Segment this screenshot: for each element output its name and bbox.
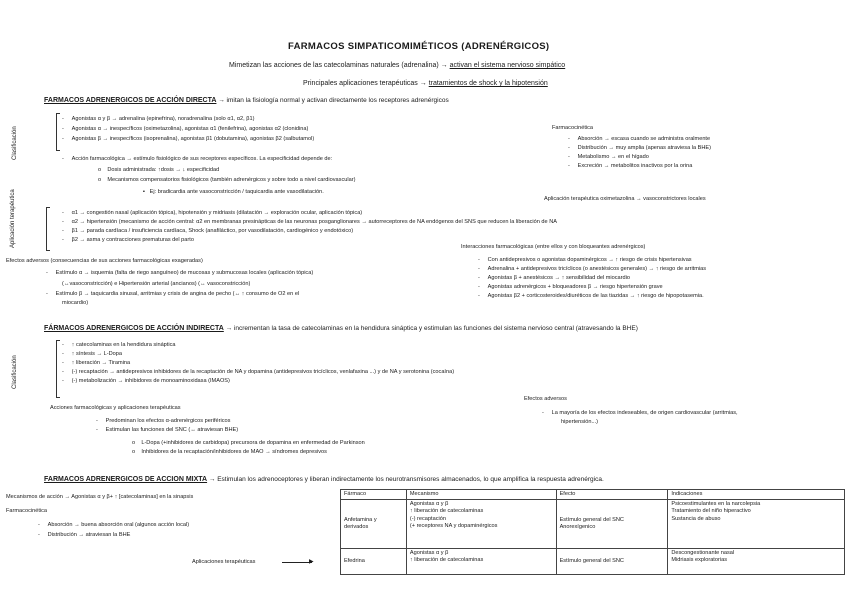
direct-accion-items [98, 167, 355, 184]
mixed-table [340, 489, 845, 575]
table-cell: Descongestionante nasal Midriasis exploratorias [668, 549, 845, 575]
indirect-efectos-text: - La mayoría de los efectos indeseables, de origen cardiovascular (arritmias, hipertensión...) [542, 410, 738, 425]
list-item: - β2 → asma y contracciones prematuras del parto [62, 237, 194, 243]
list-item: - Absorción → escasa cuando se administra oralmente [568, 136, 711, 142]
brace [56, 113, 60, 151]
list-item: - β1 → parada cardíaca / insuficiencia cardíaca, Shock (anafiláctico, por vasodilatación, cardiogénico y endotóxico) [62, 228, 354, 234]
indirect-heading: FÁRMACOS ADRENERGICOS DE ACCIÓN INDIRECTA [44, 325, 224, 332]
mixed-farmacocinetica-title: Farmacocinética [6, 508, 48, 514]
indirect-heading-line [44, 325, 638, 332]
direct-oximetazolina: Aplicación terapéutica oximetazolina → vasoconstrictores locales [544, 196, 706, 202]
indirect-acciones-sub [132, 440, 365, 456]
direct-clasif-label: Clasificación [12, 126, 18, 160]
table-row [341, 500, 845, 549]
indirect-acciones-list [96, 418, 238, 434]
mixed-heading-rest: → Estimulan los adrenoceptores y liberan indirectamente los neurotransmisores almacenados, lo que amplifica la respuesta adrenérgica. [208, 476, 604, 483]
mixed-mecanismo: Mecanismos de acción → Agonistas α y β+ ↑ [catecolaminas] en la sinapsis [6, 494, 194, 500]
list-item: - Excreción → metabolitos inactivos por la orina [568, 163, 693, 169]
direct-apl-label: Aplicación terapéutica [10, 189, 16, 248]
direct-heading-rest: → imitan la fisiología normal y activan directamente los receptores adrenérgicos [218, 97, 449, 104]
subtitle-2-highlight: tratamientos de shock y la hipotensión [428, 80, 548, 87]
mixed-heading: FARMACOS ADRENERGICOS DE ACCION MIXTA [44, 476, 208, 483]
list-item: - Agonistas α y β → adrenalina (epinefrina), noradrenalina (solo α1, α2, β1) [62, 116, 255, 122]
subtitle-highlight: activan el sistema nervioso simpático [449, 62, 566, 69]
list-item: - Agonistas β + anestésicos → ↑ sensibilidad del miocardio [478, 275, 630, 281]
direct-heading: FARMACOS ADRENERGICOS DE ACCIÓN DIRECTA [44, 97, 217, 104]
direct-apl-list [62, 210, 557, 244]
list-item: - Agonistas β → inespecíficos (isoprenalina), agonistas β1 (dobutamina), agonistas β2 (salbutamol) [62, 136, 315, 142]
list-item: - Adrenalina + antidepresivos tricíclicos (o anestésicos generales) → ↑ riesgo de arritmias [478, 266, 707, 272]
list-item: - ↑ catecolaminas en la hendidura sináptica [62, 342, 176, 348]
brace [56, 340, 60, 398]
list-item: - ↑ liberación → Tiramina [62, 360, 131, 366]
table-header: Mecanismo [406, 490, 556, 500]
subtitle-2-text: Principales aplicaciones terapéuticas → [303, 80, 427, 87]
page-title: FARMACOS SIMPATICOMIMÉTICOS (ADRENÉRGICOS) [288, 41, 550, 52]
list-item: - Estímulo β → taquicardia sinusal, arritmias y crisis de angina de pecho (↔ ↑ consumo de O2 en el [46, 291, 300, 297]
indirect-efectos-title: Efectos adversos [524, 396, 567, 402]
mixed-aplicaciones: Aplicaciones terapéuticas [192, 559, 256, 565]
table-header: Indicaciones [668, 490, 845, 500]
list-item: - (-) metabolización → inhibidores de monoaminoxidasa (IMAOS) [62, 378, 230, 384]
direct-farmacocinetica-title: Farmacocinética [552, 125, 594, 131]
list-item: - Predominan los efectos α-adrenérgicos periféricos [96, 418, 231, 424]
list-item: (↔vasoconstricción) e Hipertensión arterial (ancianos) (↔ vasoconstricción) [62, 281, 251, 287]
indirect-clasif-label: Clasificación [12, 355, 18, 389]
indirect-clasif-list [62, 342, 454, 385]
list-item: o Dosis administrada: ↑dosis → ↓ especificidad [98, 167, 220, 173]
direct-interacciones-list [478, 257, 706, 300]
list-item: - Con antidepresivos o agonistas dopaminérgicos → ↑ riesgo de crisis hipertensivas [478, 257, 692, 263]
table-cell: Agonistas α y β ↑ liberación de catecolaminas [406, 549, 556, 575]
table-header: Efecto [556, 490, 668, 500]
list-item: - Agonistas adrenérgicos + bloqueadores β → riesgo hipertensión grave [478, 284, 663, 290]
list-item: - Distribución → muy amplia (apenas atraviesa la BHE) [568, 145, 712, 151]
list-item: o Inhibidores de la recaptación/inhibidores de MAO → síndromes depresivos [132, 449, 327, 455]
direct-clasif-list [62, 116, 314, 143]
table-cell: Estímulo general del SNC [556, 549, 668, 575]
list-item: - Absorción → buena absorción oral (algunos acción local) [38, 522, 190, 528]
table-cell: Efedrina [341, 549, 407, 575]
list-item: o L-Dopa (+inhibidores de carbidopa) precursora de dopamina en enfermedad de Parkinson [132, 440, 365, 446]
list-item: o Mecanismos compensatorios fisiológicos (también adrenérgicos y sobre todo a nivel cardiovascular) [98, 177, 356, 183]
direct-efectos-list [46, 270, 313, 307]
list-item: - Estimulan las funciones del SNC (↔ atraviesan BHE) [96, 427, 239, 433]
list-item: - (-) recaptación → antidepresivos inhibidores de la recaptación de NA y dopamina (antidepresivos tricíclicos, venlafaxina ...) y de NA y serotonina (cocaína) [62, 369, 455, 375]
table-cell: Estímulo general del SNC Anorexígenico [556, 500, 668, 549]
subtitle [229, 62, 565, 69]
indirect-acciones-title: Acciones farmacológicas y aplicaciones terapéuticas [50, 405, 181, 411]
direct-farmacocinetica-list [568, 136, 711, 170]
arrow-head-icon: ▶ [309, 559, 314, 565]
list-item: - Agonistas α → inespecíficos (oximetazolina), agonistas α1 (fenilefrina), agonistas α2 (clonidina) [62, 126, 309, 132]
indirect-heading-rest: → incrementan la tasa de catecolaminas en la hendidura sináptica y estimulan las funciones del sistema nervioso central (atravesando la BHE) [225, 325, 638, 332]
direct-efectos-title: Efectos adversos (consecuencias de sus acciones farmacológicas exageradas) [6, 258, 203, 264]
list-item: - α1 → congestión nasal (aplicación tópica), hipotensión y midriasis (dilatación → exploración ocular, aplicación tópica) [62, 210, 363, 216]
direct-heading-line [44, 97, 449, 104]
direct-accion: - Acción farmacológica → estímulo fisiológico de sus receptores específicos. La especificidad depende de: [62, 156, 333, 162]
table-cell: Psicoestimulantes en la narcolepsia Tratamiento del niño hiperactivo Sustancia de abuso [668, 500, 845, 549]
list-item: miocardio) [62, 300, 89, 306]
mixed-farmacocinetica-list [38, 522, 189, 539]
subtitle-2 [303, 80, 548, 87]
direct-accion-sub: ▪ Ej: bradicardia ante vasoconstricción / taquicardia ante vasodilatación. [143, 189, 324, 195]
list-item: - Agonistas β2 + corticosteroides/diuréticos de las tiazidas → ↑ riesgo de hipopotasemia. [478, 293, 704, 299]
list-item: - Distribución → atraviesan la BHE [38, 532, 131, 538]
table-header: Fármaco [341, 490, 407, 500]
table-row [341, 549, 845, 575]
list-item: - Metabolismo → en el hígado [568, 154, 649, 160]
mixed-heading-line [44, 476, 604, 483]
table-header-row [341, 490, 845, 500]
brace [46, 207, 50, 251]
table-cell: Anfetamina y derivados [341, 500, 407, 549]
list-item: - Estímulo α → isquemia (falta de riego sanguíneo) de mucosas y submucosas locales (aplicación tópica) [46, 270, 314, 276]
direct-interacciones-title: Interacciones farmacológicas (entre ellos y con bloqueantes adrenérgicos) [461, 244, 646, 250]
arrow-icon [282, 562, 312, 563]
list-item: - ↑ síntesis → L-Dopa [62, 351, 123, 357]
subtitle-text: Mimetizan las acciones de las catecolaminas naturales (adrenalina) → [229, 62, 448, 69]
table-cell: Agonistas α y β ↑ liberación de catecolaminas (-) recaptación (+ receptores NA y dopaminérgicos [406, 500, 556, 549]
list-item: - α2 → hipertensión (mecanismo de acción central: α2 en membranas presinápticas de las neuronas posganglionares → autorreceptores de NA endógenos del SNS que reducen la liberación de NA [62, 219, 557, 225]
